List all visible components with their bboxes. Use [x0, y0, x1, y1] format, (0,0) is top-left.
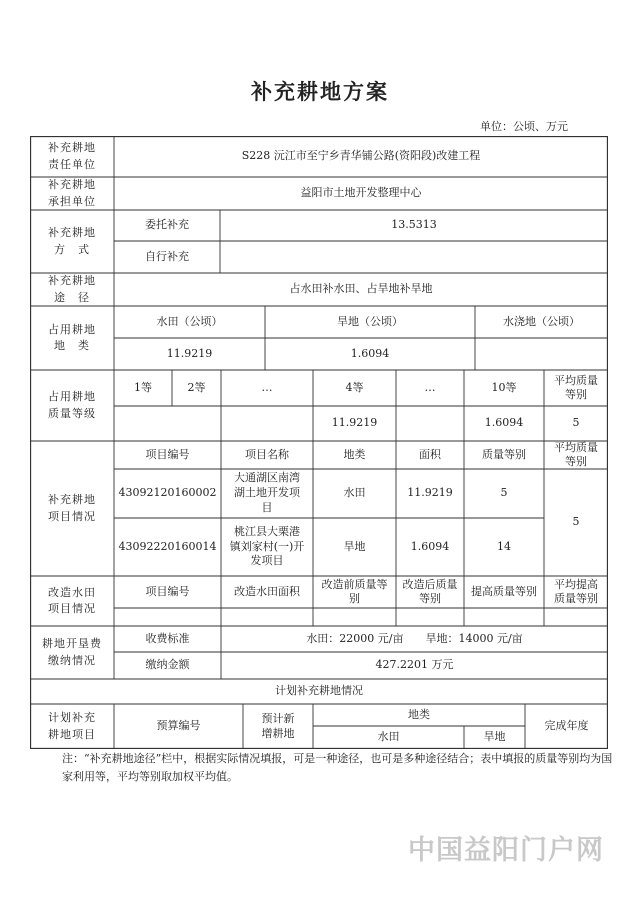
paddy-header-area: 改造水田面积: [234, 584, 300, 598]
projects-header-grade: 质量等别: [482, 447, 526, 461]
unit-note: 单位：公顷、万元: [480, 120, 568, 133]
planned-section-title: 计划补充耕地情况: [275, 684, 363, 698]
quality-value-10: 1.6094: [484, 416, 524, 430]
land-type-value-irrigated: [475, 338, 608, 370]
land-type-value-paddy: 11.9219: [166, 346, 213, 360]
fee-standard-label: 收费标准: [145, 631, 190, 645]
project-2-name: 桃江县大栗港 镇刘家村(一)开 发项目: [229, 524, 305, 568]
quality-header-10: 10等: [491, 380, 517, 394]
quality-header-2: 2等: [187, 380, 206, 394]
projects-header-name: 项目名称: [245, 447, 289, 461]
label-undertaker-unit: 补充耕地 承担单位: [48, 178, 96, 208]
paddy-header-after: 改造后质量 等别: [402, 577, 458, 605]
project-2-area: 1.6094: [410, 539, 450, 553]
project-1-name: 大通湖区南湾 湖土地开发项 目: [234, 471, 300, 514]
planned-header-land-type: 地类: [408, 707, 430, 721]
label-paddy-improvement: 改造水田 项目情况: [48, 585, 96, 615]
paddy-header-raise: 提高质量等别: [471, 584, 537, 598]
project-2-code: 43092220160014: [118, 539, 217, 553]
quality-header-ellipsis-1: …: [261, 380, 273, 394]
quality-value-ellipsis-1: [221, 406, 313, 441]
projects-header-average: 平均质量 等别: [554, 440, 598, 468]
fee-standard-value: 水田：22000 元/亩 旱地：14000 元/亩: [306, 631, 523, 645]
planned-header-budget: 预算编号: [156, 719, 201, 733]
label-responsible-unit: 补充耕地 责任单位: [48, 141, 96, 171]
land-type-header-irrigated: 水浇地（公顷）: [503, 314, 580, 328]
planned-header-dry: 旱地: [483, 730, 506, 744]
project-1-area: 11.9219: [407, 486, 453, 500]
footnote: 注：“补充耕地途径”栏中，根据实际情况填报，可是一种途径，也可是多种途径结合；表中填报的质量等别均为国家利用等，平均等别取加权平均值。: [62, 752, 613, 783]
label-projects: 补充耕地 项目情况: [48, 493, 96, 523]
fee-amount-label: 缴纳金额: [145, 658, 190, 672]
fee-amount-value: 427.2201 万元: [375, 658, 454, 672]
quality-value-ellipsis-2: [396, 406, 464, 441]
quality-header-1: 1等: [134, 380, 152, 394]
paddy-header-average-raise: 平均提高 质量等别: [554, 577, 598, 605]
quality-header-4: 4等: [345, 380, 364, 394]
responsible-unit-value: S228 沅江市至宁乡青华铺公路(资阳段)改建工程: [241, 149, 481, 163]
method-self-label: 自行补充: [145, 249, 189, 263]
land-type-value-dry: 1.6094: [350, 346, 390, 360]
project-1-grade: 5: [500, 486, 508, 500]
label-method: 补充耕地 方 式: [48, 226, 96, 256]
quality-value-1-2: [114, 406, 221, 441]
project-2-grade: 14: [497, 539, 511, 553]
method-entrusted-value: 13.5313: [391, 218, 437, 232]
projects-average-grade: 5: [572, 515, 580, 529]
label-fee: 耕地开垦费 缴纳情况: [42, 637, 102, 667]
label-route: 补充耕地 途 径: [48, 274, 96, 304]
planned-header-year: 完成年度: [544, 719, 589, 733]
project-2-type: 旱地: [343, 539, 366, 553]
paddy-header-code: 项目编号: [145, 584, 190, 598]
quality-value-average: 5: [572, 416, 580, 430]
quality-header-average: 平均质量 等别: [554, 373, 598, 401]
planned-header-paddy: 水田: [377, 730, 400, 744]
undertaker-unit-value: 益阳市土地开发整理中心: [300, 186, 422, 200]
project-1-type: 水田: [343, 486, 366, 500]
route-value: 占水田补水田、占旱地补旱地: [289, 282, 433, 296]
land-type-header-paddy: 水田（公顷）: [156, 314, 223, 328]
document-title: 补充耕地方案: [251, 79, 389, 104]
label-land-type: 占用耕地 地 类: [48, 322, 96, 352]
projects-header-code: 项目编号: [145, 447, 190, 461]
method-self-value: [220, 241, 608, 273]
project-1-code: 43092120160002: [118, 486, 217, 500]
planned-header-new-land: 预计新 增耕地: [261, 711, 295, 740]
scheme-table: [30, 136, 608, 749]
label-quality-grade: 占用耕地 质量等级: [48, 390, 96, 420]
quality-value-4: 11.9219: [331, 416, 378, 430]
land-type-header-dry: 旱地（公顷）: [337, 314, 403, 328]
projects-header-area: 面积: [419, 447, 441, 461]
watermark: 中国益阳门户网: [408, 835, 604, 866]
paddy-header-before: 改造前质量等 别: [321, 577, 388, 605]
method-entrusted-label: 委托补充: [145, 218, 189, 232]
label-planned-projects: 计划补充 耕地项目: [48, 711, 96, 741]
projects-header-type: 地类: [343, 447, 366, 461]
quality-header-ellipsis-2: …: [424, 380, 436, 394]
